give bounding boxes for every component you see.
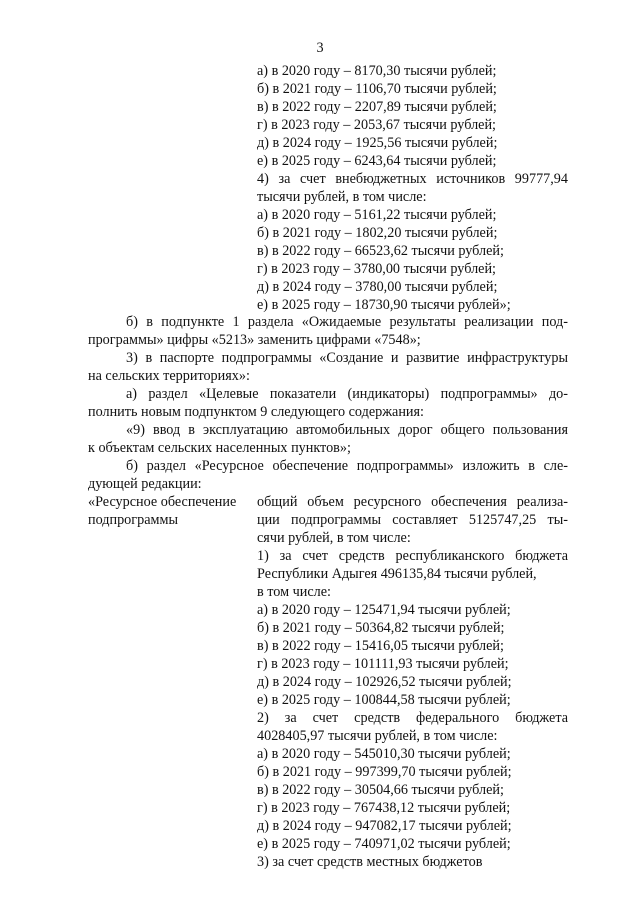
republic-line-2021: б) в 2021 году – 50364,82 тысячи рублей; (257, 620, 505, 636)
offbudget-line-2022: в) в 2022 году – 66523,62 тысячи рублей; (257, 243, 504, 259)
top-line-2025: е) в 2025 году – 6243,64 тысячи рублей; (257, 153, 497, 169)
paragraph-9-line1: «9) ввод в эксплуатацию автомобильных дорог общего пользования (126, 422, 568, 438)
federal-budget-line2: 4028405,97 тысячи рублей, в том числе: (257, 728, 498, 744)
federal-line-2023: г) в 2023 году – 767438,12 тысячи рублей; (257, 800, 511, 816)
paragraph-3-line1: 3) в паспорте подпрограммы «Создание и развитие инфраструктуры (126, 350, 568, 366)
top-line-2020: а) в 2020 году – 8170,30 тысячи рублей; (257, 63, 497, 79)
federal-line-2025: е) в 2025 году – 740971,02 тысячи рублей; (257, 836, 511, 852)
republic-budget-line3: в том числе: (257, 584, 331, 600)
republic-line-2024: д) в 2024 году – 102926,52 тысячи рублей; (257, 674, 512, 690)
republic-line-2022: в) в 2022 году – 15416,05 тысячи рублей; (257, 638, 504, 654)
paragraph-a-line2: полнить новым подпунктом 9 следующего содержания: (88, 404, 424, 420)
offbudget-line-2020: а) в 2020 году – 5161,22 тысячи рублей; (257, 207, 497, 223)
paragraph-b2-line1: б) раздел «Ресурсное обеспечение подпрограммы» изложить в сле- (126, 458, 568, 474)
federal-line-2021: б) в 2021 году – 997399,70 тысячи рублей; (257, 764, 512, 780)
top-line-2024: д) в 2024 году – 1925,56 тысячи рублей; (257, 135, 498, 151)
paragraph-b2-line2: дующей редакции: (88, 476, 202, 492)
republic-budget-line1: 1) за счет средств республиканского бюджета (257, 548, 568, 564)
table-total-line2: ции подпрограммы составляет 5125747,25 ты- (257, 512, 568, 528)
federal-line-2024: д) в 2024 году – 947082,17 тысячи рублей; (257, 818, 512, 834)
paragraph-9-line2: к объектам сельских населенных пунктов»; (88, 440, 351, 456)
top-line-2022: в) в 2022 году – 2207,89 тысячи рублей; (257, 99, 497, 115)
offbudget-heading-cont: тысячи рублей, в том числе: (257, 189, 427, 205)
federal-line-2020: а) в 2020 году – 545010,30 тысячи рублей; (257, 746, 511, 762)
republic-line-2025: е) в 2025 году – 100844,58 тысячи рублей; (257, 692, 511, 708)
federal-budget-line1: 2) за счет средств федерального бюджета (257, 710, 568, 726)
table-label-line2: подпрограммы (88, 512, 178, 528)
page-number: 3 (316, 40, 324, 56)
table-total-line3: сячи рублей, в том числе: (257, 530, 411, 546)
offbudget-line-2021: б) в 2021 году – 1802,20 тысячи рублей; (257, 225, 498, 241)
offbudget-line-2025: е) в 2025 году – 18730,90 тысячи рублей»; (257, 297, 511, 313)
table-label-line1: «Ресурсное обеспечение (88, 494, 237, 510)
top-line-2021: б) в 2021 году – 1106,70 тысячи рублей; (257, 81, 497, 97)
paragraph-a-line1: а) раздел «Целевые показатели (индикаторы) подпрограммы» до- (126, 386, 568, 402)
table-total-line1: общий объем ресурсного обеспечения реализа- (257, 494, 568, 510)
paragraph-3-line2: на сельских территориях»: (88, 368, 250, 384)
paragraph-b-line1: б) в подпункте 1 раздела «Ожидаемые результаты реализации под- (126, 314, 568, 330)
republic-line-2020: а) в 2020 году – 125471,94 тысячи рублей; (257, 602, 511, 618)
top-line-2023: г) в 2023 году – 2053,67 тысячи рублей; (257, 117, 496, 133)
paragraph-b-line2: программы» цифры «5213» заменить цифрами «7548»; (88, 332, 421, 348)
federal-line-2022: в) в 2022 году – 30504,66 тысячи рублей; (257, 782, 504, 798)
offbudget-heading: 4) за счет внебюджетных источников 99777,94 (257, 171, 568, 187)
offbudget-line-2024: д) в 2024 году – 3780,00 тысячи рублей; (257, 279, 498, 295)
offbudget-line-2023: г) в 2023 году – 3780,00 тысячи рублей; (257, 261, 496, 277)
republic-budget-line2: Республики Адыгея 496135,84 тысячи рублей, (257, 566, 537, 582)
republic-line-2023: г) в 2023 году – 101111,93 тысячи рублей; (257, 656, 509, 672)
local-budget-line: 3) за счет средств местных бюджетов (257, 854, 483, 870)
